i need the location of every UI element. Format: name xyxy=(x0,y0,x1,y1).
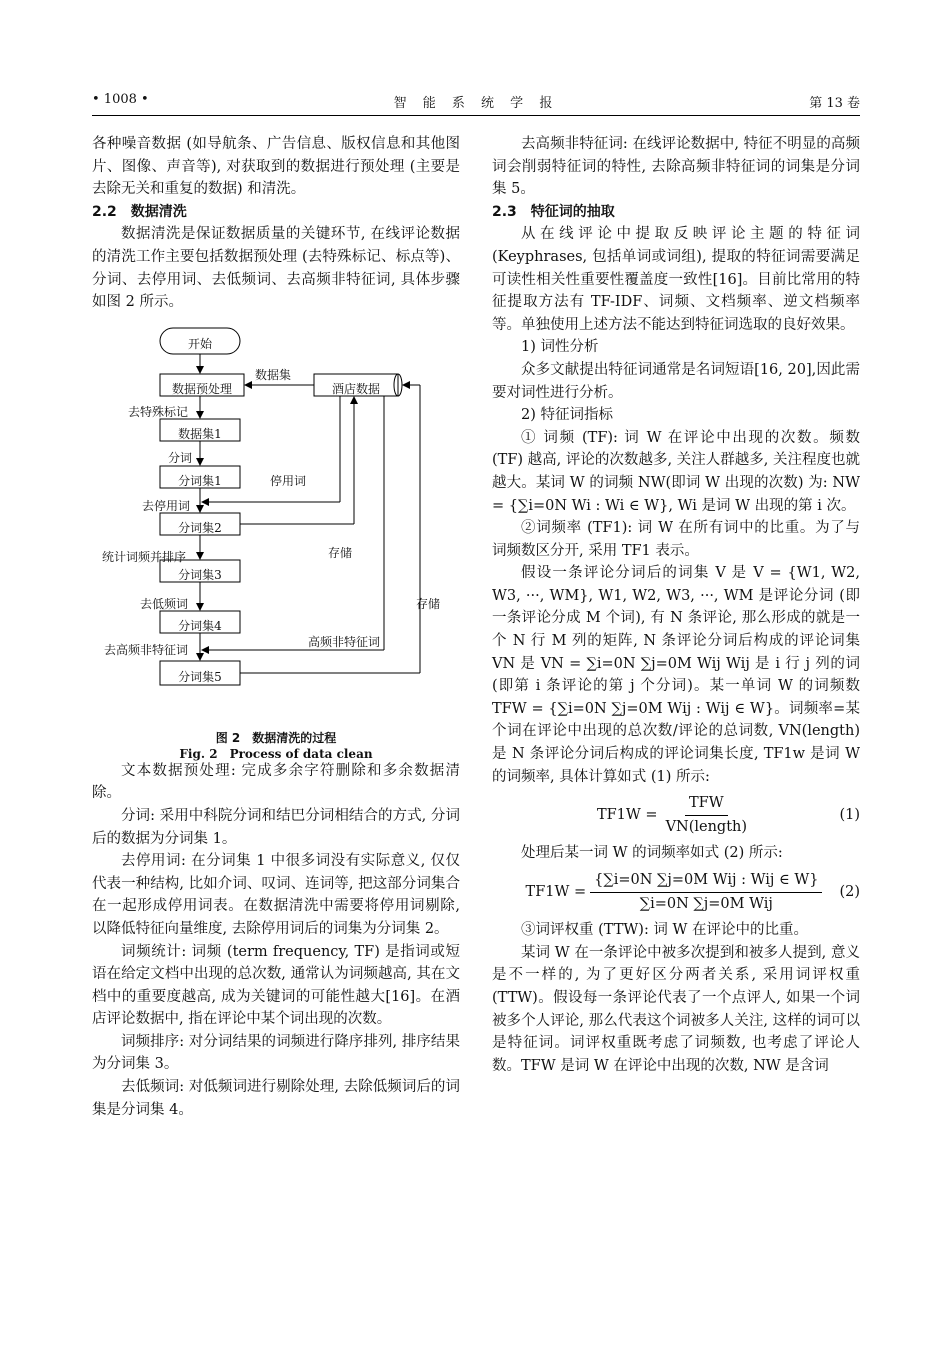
eq2-lhs: TF1W = xyxy=(525,883,587,900)
paragraph: 从在线评论中提取反映评论主题的特征词 (Keyphrases, 包括单词或词组), 提取的特征词需要满足可读性相关性重要性覆盖度一致性[16]。目前比常用的特征提取方法有 TF-IDF、词频、文档频率、逆文档频率等。单独使用上述方法不能达到特征词选取的良好效果。 xyxy=(492,226,860,333)
paragraph: 文本数据预处理: 完成多余字符删除和多余数据清除。 xyxy=(92,762,460,802)
paragraph: 各种噪音数据 (如导航条、广告信息、版权信息和其他图片、图像、声音等), 对获取到的数据进行预处理 (主要是去除无关和重复的数据) 和清洗。 xyxy=(92,136,460,198)
paragraph: ③词评权重 (TTW): 词 W 在评论中的比重。 xyxy=(521,922,809,939)
paragraph: 词频统计: 词频 (term frequency, TF) 是指词或短语在给定文档中出现的总次数, 通常认为词频越高, 其在文档中的重要度越高, 成为关键词的可能性越大[16]。在酒店评论数据中, 指在评论中某个词出现的次数。 xyxy=(92,943,460,1028)
dataset1-label: 数据集1 xyxy=(178,426,222,441)
store-label-2: 存储 xyxy=(416,596,441,611)
segment-label: 分词 xyxy=(168,450,193,465)
remove-stop-label: 去停用词 xyxy=(142,498,191,513)
paragraph: 去低频词: 对低频词进行剔除处理, 去除低频词后的词集是分词集 4。 xyxy=(92,1079,460,1118)
equation-2 xyxy=(492,869,860,915)
paragraph: 去停用词: 在分词集 1 中很多词没有实际意义, 仅仅代表一种结构, 比如介词、叹词、连词等, 把这部分词集合在一起形成停用词表。在数据清洗中需要将停用词剔除, 以降低特征向量维度, 去除停用词后的词集为分词集 2。 xyxy=(92,853,460,937)
stopword-label: 停用词 xyxy=(270,473,307,488)
paragraph: 分词: 采用中科院分词和结巴分词相结合的方式, 分词后的数据为分词集 1。 xyxy=(92,807,460,847)
paragraph: 数据清洗是保证数据质量的关键环节, 在线评论数据的清洗工作主要包括数据预处理 (去特殊标记、标点等)、分词、去停用词、去低频词、去高频非特征词, 具体步骤如图 2 所示。 xyxy=(92,226,460,311)
remove-high-label: 去高频非特征词 xyxy=(104,642,189,657)
header-rule xyxy=(92,115,860,116)
right-column xyxy=(492,133,860,1077)
equation-1 xyxy=(492,792,860,838)
section-heading-2-2: 2.2 数据清洗 xyxy=(92,203,187,220)
wordset1-label: 分词集1 xyxy=(178,473,222,488)
store-label-1: 存储 xyxy=(328,545,353,560)
eq2-numerator: {∑i=0N ∑j=0M Wij : Wij ∈ W} xyxy=(590,869,822,893)
paragraph: 处理后某一词 W 的词频率如式 (2) 所示: xyxy=(521,845,783,862)
eq1-numerator: TFW xyxy=(685,792,728,816)
section-heading-2-3: 2.3 特征词的抽取 xyxy=(492,203,615,220)
eq2-denominator: ∑i=0N ∑j=0M Wij xyxy=(639,895,773,912)
page-number: • 1008 • xyxy=(92,92,149,107)
high-freq-label: 高频非特征词 xyxy=(308,634,381,649)
paragraph: 假设一条评论分词后的词集 V 是 V = {W1, W2, W3, ···, WM}, W1, W2, W3, ···, WM 是评论分词 (即一条评论分成 M 个词), 有 N 条评论, 那么形成的就是一个 N 行 M 列的矩阵, N 条评论分词后构成的评论词集 VN 是 VN = ∑i=0N ∑j=0M Wij Wij 是 i 行 j 列的词 (即第 i 条评论的第 j 个分词)。某一单词 W 的词频数 TFW = {∑i=0N ∑j=0M Wij : Wij ∈ W}。词频率=某个词在评论中出现的总次数/评论的总词数, VN(length) 是 N 条评论分词后构成的评论词集长度, TF1w 是词 W 的词频率, 具体计算如式 (1) 所示: xyxy=(492,565,860,785)
paragraph: ②词频率 (TF1): 词 W 在所有词中的比重。为了与词频数区分开, 采用 TF1 表示。 xyxy=(492,520,860,559)
left-column xyxy=(92,133,460,1121)
subheading: 1) 词性分析 xyxy=(521,339,599,356)
eq1-fraction xyxy=(662,792,751,838)
wordset2-label: 分词集2 xyxy=(178,520,222,535)
dataset-edge-label: 数据集 xyxy=(255,367,292,382)
figure-caption-en: Fig. 2 Process of data clean xyxy=(179,746,373,761)
wordset3-label: 分词集3 xyxy=(178,567,222,582)
subheading: 2) 特征词指标 xyxy=(521,407,613,424)
eq1-number: (1) xyxy=(839,807,860,824)
paragraph: 某词 W 在一条评论中被多次提到和被多人提到, 意义是不一样的, 为了更好区分两者关系, 采用词评权重 (TTW)。假设每一条评论代表了一个点评人, 如果一个词被多个人评论, 那么代表这个词被多人关注, 这样的词可以是特征词。词评权重既考虑了词频数, 也考虑了评论人数。TFW 是词 W 在评论中出现的次数, NW 是含词 xyxy=(492,944,860,1074)
paragraph: ① 词频 (TF): 词 W 在评论中出现的次数。频数 (TF) 越高, 评论的次数越多, 关注人群越多, 关注程度也就越大。某词 W 的词频 NW(即词 W 出现的次数) 为: NW = {∑i=0N Wi : Wi ∈ W}, Wi 是词 W 出现的第 i 次。 xyxy=(492,429,860,514)
remove-mark-label: 去特殊标记 xyxy=(128,404,189,419)
paragraph: 众多文献提出特征词通常是名词短语[16, 20],因此需要对词性进行分析。 xyxy=(492,361,860,401)
figure-caption-cn: 图 2 数据清洗的过程 xyxy=(215,730,337,745)
preprocess-label: 数据预处理 xyxy=(171,381,232,396)
figure-2-flowchart xyxy=(92,320,460,760)
wordset4-label: 分词集4 xyxy=(178,618,222,633)
remove-low-label: 去低频词 xyxy=(140,596,189,611)
start-label: 开始 xyxy=(187,336,212,351)
eq1-denominator: VN(length) xyxy=(665,818,748,835)
eq1-lhs: TF1W = xyxy=(596,807,658,824)
eq2-number: (2) xyxy=(839,883,860,900)
count-sort-label: 统计词频并排序 xyxy=(102,549,187,564)
hotel-data-label: 酒店数据 xyxy=(331,381,380,396)
wordset5-label: 分词集5 xyxy=(178,669,222,684)
eq2-fraction xyxy=(590,869,822,915)
paragraph: 去高频非特征词: 在线评论数据中, 特征不明显的高频词会削弱特征词的特性, 去除高频非特征词的词集是分词集 5。 xyxy=(492,136,860,198)
paragraph: 词频排序: 对分词结果的词频进行降序排列, 排序结果为分词集 3。 xyxy=(92,1033,460,1073)
journal-title: 智 能 系 统 学 报 xyxy=(393,96,559,111)
running-header xyxy=(92,92,860,114)
volume-label: 第 13 卷 xyxy=(809,96,860,111)
